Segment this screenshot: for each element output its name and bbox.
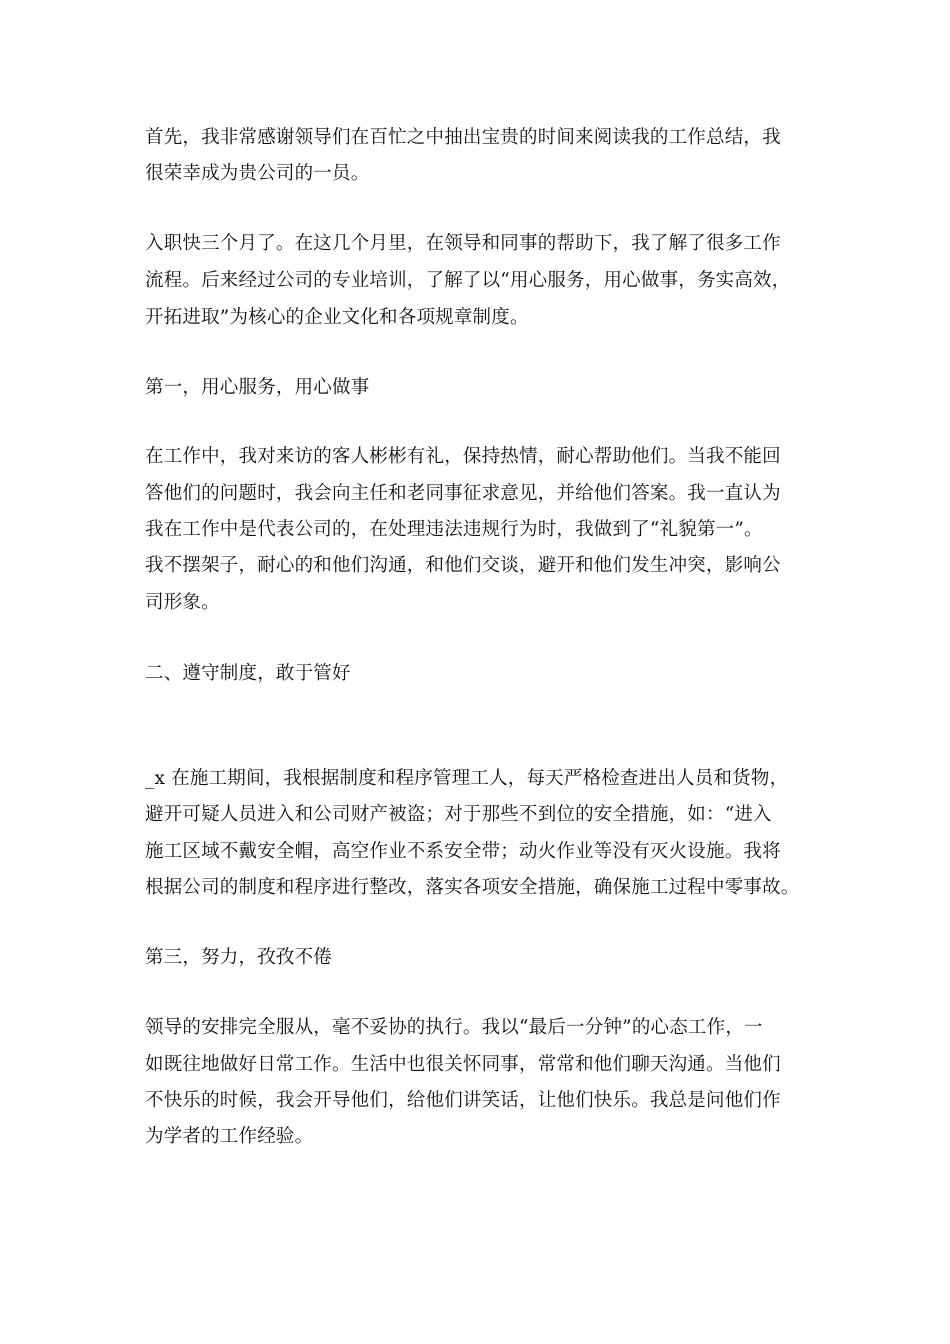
paragraph-diligence-line: 为学者的工作经验。 [145, 1126, 314, 1147]
paragraph-onboarding-line: 流程。后来经过公司的专业培训，了解了以“用心服务，用心做事，务实高效， [145, 270, 791, 291]
paragraph-diligence-line: 如既往地做好日常工作。生活中也很关怀同事，常常和他们聊天沟通。当他们 [145, 1054, 781, 1075]
paragraph-service-line: 在工作中，我对来访的客人彬彬有礼，保持热情，耐心帮助他们。当我不能回 [145, 446, 781, 467]
paragraph-construction-line: _x 在施工期间，我根据制度和程序管理工人，每天严格检查进出人员和货物， [145, 768, 789, 789]
paragraph-onboarding-line: 入职快三个月了。在这几个月里，在领导和同事的帮助下，我了解了很多工作 [145, 233, 781, 254]
paragraph-construction-line: 根据公司的制度和程序进行整改，落实各项安全措施，确保施工过程中零事故。 [145, 877, 800, 898]
paragraph-intro-line: 很荣幸成为贵公司的一员。 [145, 163, 370, 184]
paragraph-onboarding-line: 开拓进取”为核心的企业文化和各项规章制度。 [145, 307, 529, 328]
paragraph-diligence-line: 领导的安排完全服从，毫不妥协的执行。我以“最后一分钟”的心态工作，一 [145, 1017, 763, 1038]
paragraph-construction-line: 避开可疑人员进入和公司财产被盗；对于那些不到位的安全措施，如：“进入 [145, 804, 772, 825]
paragraph-service-line: 答他们的问题时，我会向主任和老同事征求意见，并给他们答案。我一直认为 [145, 483, 781, 504]
section-heading-2: 二、遵守制度，敢于管好 [145, 663, 351, 684]
paragraph-construction-line: 施工区域不戴安全帽，高空作业不系安全带；动火作业等没有灭火设施。我将 [145, 841, 781, 862]
section-heading-3: 第三，努力，孜孜不倦 [145, 947, 333, 968]
paragraph-service-line: 我在工作中是代表公司的，在处理违法违规行为时，我做到了“礼貌第一”。 [145, 519, 763, 540]
section-heading-1: 第一，用心服务，用心做事 [145, 377, 370, 398]
paragraph-diligence-line: 不快乐的时候，我会开导他们，给他们讲笑话，让他们快乐。我总是问他们作 [145, 1090, 781, 1111]
paragraph-service-line: 我不摆架子，耐心的和他们沟通，和他们交谈，避开和他们发生冲突，影响公 [145, 555, 781, 576]
paragraph-intro-line: 首先，我非常感谢领导们在百忙之中抽出宝贵的时间来阅读我的工作总结，我 [145, 127, 781, 148]
paragraph-service-line: 司形象。 [145, 592, 220, 613]
